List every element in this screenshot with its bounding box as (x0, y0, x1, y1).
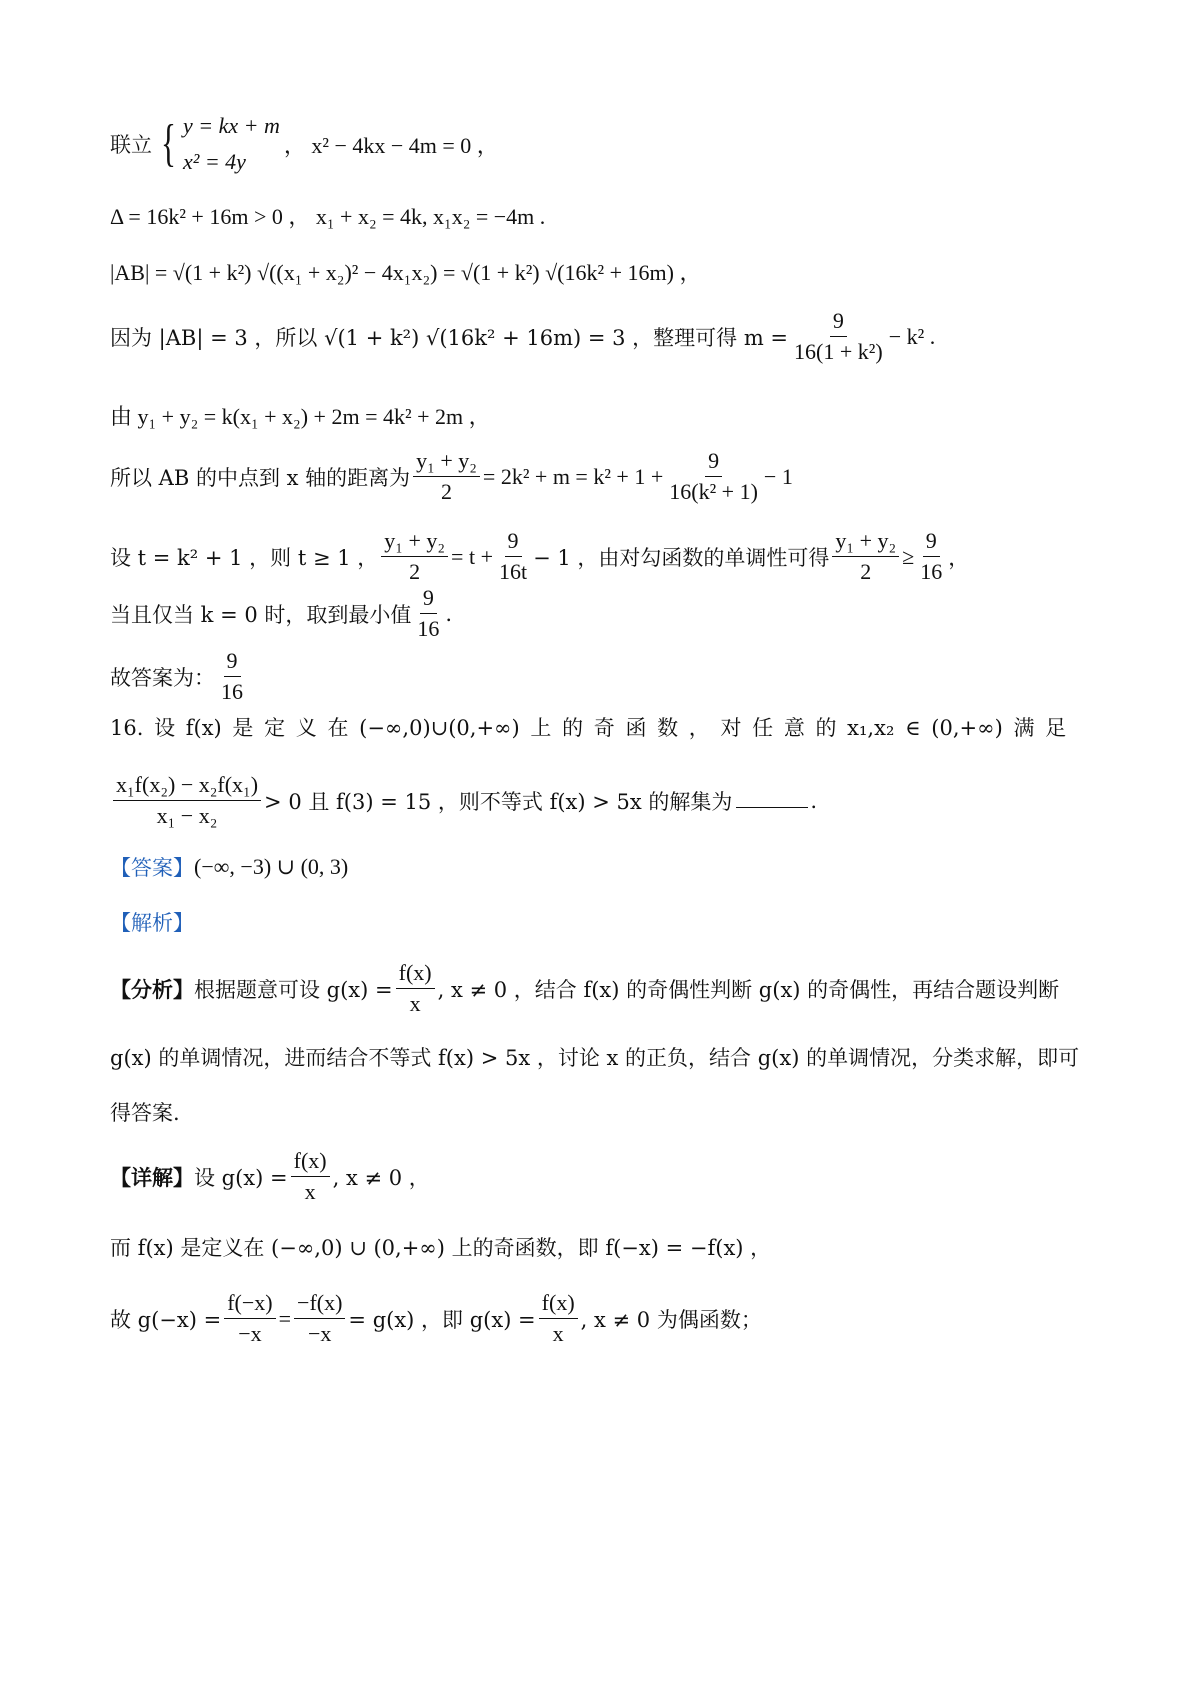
xiangjie-suffix: , x ≠ 0 ， (332, 1165, 430, 1190)
question-16-condition (110, 772, 817, 829)
equation-system (156, 108, 280, 180)
fraction-9-16 (218, 648, 246, 705)
line-set-t (110, 528, 969, 585)
midpoint-middle: = 2k² + m = k² + 1 + (482, 463, 664, 489)
line-midpoint (110, 448, 793, 505)
fraction-numerator: x₁f(x₂) − x₂f(x₁) (113, 772, 261, 801)
question-16-text: 16. 设 f(x) 是 定 义 在 (−∞,0)∪(0,+∞) 上 的 奇 函 数 ， 对 任 意 的 x₁,x₂ ∈ (0,+∞) 满 足 (110, 716, 1067, 740)
fraction-f-neg-x (224, 1290, 275, 1347)
fraction-y-half (381, 528, 448, 585)
fraction-numerator: 9 (224, 648, 241, 677)
fraction-numerator: 9 (923, 528, 940, 557)
fraction-fx-over-x (291, 1148, 330, 1205)
fenxi-prefix: 根据题意可设 g(x) = (194, 977, 393, 1002)
fraction-9-16 (917, 528, 945, 585)
answer-15-prefix: 故答案为： (110, 665, 215, 690)
y-sum-text: 由 y₁ + y₂ = k(x₁ + x₂) + 2m = 4k² + 2m ， (110, 404, 491, 429)
fenxi-suffix: , x ≠ 0 ，结合 f(x) 的奇偶性判断 g(x) 的奇偶性，再结合题设判断 (437, 977, 1060, 1002)
fraction-denominator: x (552, 1321, 564, 1346)
fraction-numerator: y₁ + y₂ (832, 528, 899, 557)
fraction-denominator: −x (308, 1321, 332, 1346)
fraction-fx-over-x (539, 1290, 578, 1347)
minimum-suffix: . (445, 601, 453, 626)
xiangjie-text-2: 而 f(x) 是定义在 (−∞,0) ∪ (0,+∞) 上的奇函数，即 f(−x) = −f(x) ， (110, 1236, 772, 1260)
system-result: ， x² − 4kx − 4m = 0 ， (283, 132, 499, 158)
fraction-denominator: 16(k² + 1) (669, 479, 758, 504)
fraction-numerator: −f(x) (294, 1290, 345, 1319)
fraction-denominator: 2 (441, 479, 453, 504)
fraction-numerator: 9 (505, 528, 522, 557)
fraction-numerator: 9 (705, 448, 722, 477)
fenxi-row-2 (110, 1042, 1079, 1072)
fraction-y-half (832, 528, 899, 585)
fenxi-row-3 (110, 1097, 180, 1127)
fraction-m (791, 308, 886, 365)
fraction-numerator: f(−x) (224, 1290, 275, 1319)
system-prefix: 联立 (110, 133, 152, 157)
xiangjie-3-suffix: , x ≠ 0 为偶函数； (580, 1307, 762, 1332)
fenxi-row (110, 960, 1059, 1017)
analysis-row (110, 907, 194, 937)
xiangjie-label: 【详解】 (110, 1164, 194, 1190)
midpoint-prefix: 所以 AB 的中点到 x 轴的距离为 (110, 465, 411, 490)
fraction-denominator: 16 (417, 616, 440, 641)
xiangjie-row-2 (110, 1232, 771, 1262)
ab-length-text: |AB| = √(1 + k²) √((x₁ + x₂)² − 4x₁x₂) = √(1 + k²) √(16k² + 16m) ， (110, 260, 702, 285)
fraction-denominator: 16 (920, 559, 943, 584)
set-t-suffix: ， (948, 545, 970, 570)
fraction-numerator: 9 (420, 585, 437, 614)
fraction-denominator: 2 (860, 559, 872, 584)
delta-text: Δ = 16k² + 16m > 0 ， x₁ + x₂ = 4k, x₁x₂ = −4m . (110, 204, 546, 229)
fenxi-text-2: g(x) 的单调情况，进而结合不等式 f(x) > 5x ，讨论 x 的正负，结合 g(x) 的单调情况，分类求解，即可 (110, 1046, 1080, 1070)
xiangjie-3-prefix: 故 g(−x) = (110, 1307, 222, 1332)
fraction-numerator: f(x) (291, 1148, 330, 1177)
set-t-prefix: 设 t = k² + 1 ，则 t ≥ 1 ， (110, 545, 379, 570)
line-system (110, 108, 499, 180)
answer-label: 【答案】 (110, 856, 194, 880)
answer-value: (−∞, −3) ∪ (0, 3) (194, 854, 349, 879)
question-16-condition-text: > 0 且 f(3) = 15 ，则不等式 f(x) > 5x 的解集为 (264, 789, 733, 814)
because-ab-prefix: 因为 |AB| = 3 ，所以 √(1 + k²) √(16k² + 16m) = 3 ，整理可得 m = (110, 325, 789, 350)
midpoint-suffix: − 1 (763, 463, 793, 489)
line-delta (110, 200, 545, 231)
fraction-denominator: x (409, 991, 421, 1016)
line-minimum (110, 585, 452, 642)
system-eq-1: y = kx + m (182, 113, 280, 138)
brace-icon: { (160, 115, 176, 172)
fraction-neg-fx (294, 1290, 345, 1347)
line-y-sum (110, 400, 491, 431)
fraction-9-over (666, 448, 761, 505)
question-16-end: . (810, 788, 818, 813)
xiangjie-prefix: 设 g(x) = (194, 1165, 288, 1190)
line-because-ab (110, 308, 935, 365)
minimum-prefix: 当且仅当 k = 0 时，取到最小值 (110, 602, 412, 627)
fenxi-text-3: 得答案. (110, 1101, 180, 1125)
fraction-numerator: f(x) (396, 960, 435, 989)
fraction-numerator: y₁ + y₂ (413, 448, 480, 477)
fraction-numerator: y₁ + y₂ (381, 528, 448, 557)
fraction-9-over-16t (496, 528, 530, 585)
xiangjie-3-mid-1: = (278, 1305, 292, 1331)
fraction-condition (113, 772, 261, 829)
because-ab-suffix: − k² . (888, 323, 936, 349)
fraction-denominator: −x (238, 1321, 262, 1346)
line-answer-15 (110, 648, 249, 705)
fraction-denominator: 16 (221, 679, 243, 704)
set-t-mid-3: ≥ (902, 543, 915, 569)
fraction-denominator: x₁ − x₂ (156, 803, 218, 828)
line-ab-length (110, 256, 701, 287)
fraction-denominator: 2 (409, 559, 421, 584)
xiangjie-3-mid-2: = g(x) ，即 g(x) = (348, 1307, 536, 1332)
fraction-denominator: 16(1 + k²) (794, 339, 883, 364)
xiangjie-row (110, 1148, 430, 1205)
analysis-label: 【解析】 (110, 911, 194, 935)
answer-blank (736, 789, 808, 808)
fraction-y-half (413, 448, 480, 505)
fenxi-label: 【分析】 (110, 976, 194, 1002)
fraction-numerator: f(x) (539, 1290, 578, 1319)
set-t-mid-2: − 1 ，由对勾函数的单调性可得 (533, 545, 830, 570)
fraction-denominator: 16t (498, 559, 528, 584)
xiangjie-row-3 (110, 1290, 762, 1347)
fraction-denominator: x (304, 1179, 316, 1204)
fraction-9-16 (414, 585, 442, 642)
fraction-numerator: 9 (830, 308, 847, 337)
system-eq-2: x² = 4y (182, 149, 246, 174)
answer-row (110, 852, 348, 882)
set-t-mid-1: = t + (451, 543, 493, 569)
fraction-fx-over-x (396, 960, 435, 1017)
question-16 (110, 712, 1100, 742)
